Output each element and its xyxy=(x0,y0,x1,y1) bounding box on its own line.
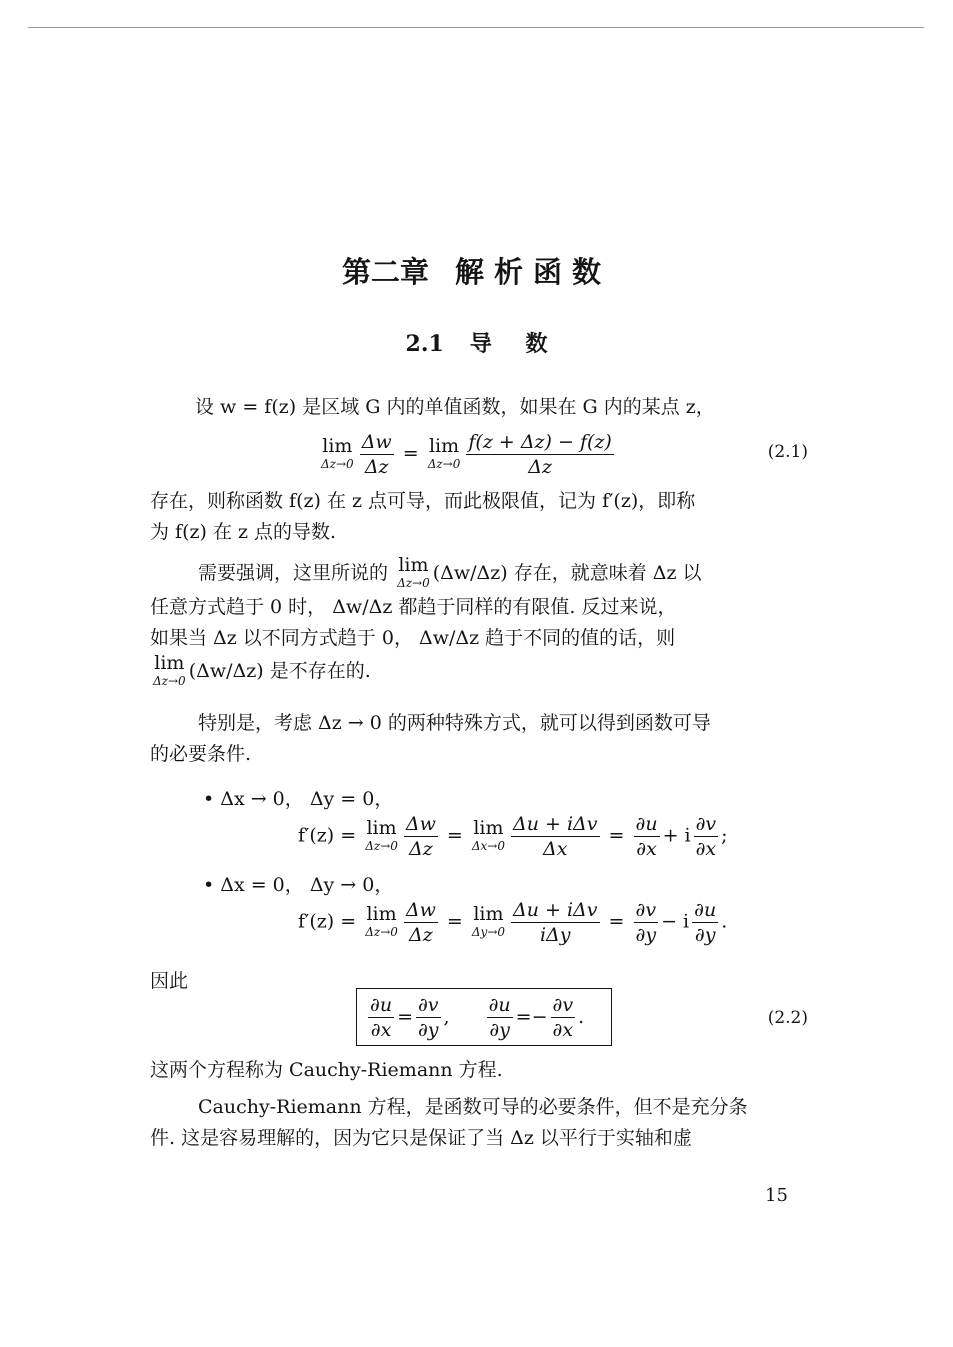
cauchy-riemann-box: $\frac{\partial u}{\partial x}$ = $\frac{\partial v}{\partial y}$ , $\frac{\partial u}{\partial y}$ = − $\frac{\partial v}{\partial x}$ . xyxy=(356,988,612,1046)
hence-text: 因此 xyxy=(150,970,189,992)
case-1-condition: • Δx → 0， Δy = 0， xyxy=(203,788,394,810)
paragraph-4: 特别是，考虑 Δz → 0 的两种特殊方式，就可以得到函数可导 的必要条件. xyxy=(150,712,711,765)
paragraph-3: 需要强调，这里所说的 lim Δz→0 (Δw/Δz) 存在，就意味着 Δz 以 任意方式趋于 0 时， Δw/Δz 都趋于同样的有限值. 反过来说， 如果当 Δz 以不同方式趋于 0， Δw/Δz 趋于不同的值的话，则 lim Δz→0 (Δw/Δz) 是不存在的. xyxy=(150,554,702,688)
equation-case-1: f′(z) = lim Δz→0 $\frac{\Delta w}{\Delta z}$ = lim Δx→0 $\frac{\text{Δu + iΔv}}{\Delta x}$ = $\frac{\partial u}{\partial x}$ + i $\frac{\partial v}{\partial x}$ ; xyxy=(298,813,728,860)
paragraph-1: 设 w = f(z) 是区域 G 内的单值函数，如果在 G 内的某点 z， xyxy=(195,396,715,418)
paragraph-2: 存在，则称函数 f(z) 在 z 点可导，而此极限值，记为 f′(z)，即称 为 f(z) 在 z 点的导数. xyxy=(150,490,696,543)
chapter-title: 第二章 解析函数 xyxy=(341,255,612,289)
paragraph-6: Cauchy-Riemann 方程，是函数可导的必要条件，但不是充分条 件. 这是容易理解的，因为它只是保证了当 Δz 以平行于实轴和虚 xyxy=(150,1096,748,1149)
equation-label-2-1: (2.1) xyxy=(767,442,808,462)
case-2-condition: • Δx = 0， Δy → 0， xyxy=(203,874,394,896)
section-number: 2.1 xyxy=(405,331,444,357)
section-title: 导 数 xyxy=(469,332,548,357)
paragraph-5: 这两个方程称为 Cauchy-Riemann 方程. xyxy=(150,1059,503,1081)
header-rule xyxy=(28,27,924,28)
page-number: 15 xyxy=(765,1185,788,1206)
section-heading xyxy=(0,327,953,358)
equation-2-1: lim Δz→0 $\frac{\Delta w}{\Delta z}$ = lim Δz→0 $\frac{f(z + \Delta z) - f(z)}{\Delta z}$ xyxy=(321,431,612,478)
equation-case-2: f′(z) = lim Δz→0 $\frac{\Delta w}{\Delta z}$ = lim Δy→0 $\frac{\text{Δu + iΔv}}{\text{iΔy}}$ = $\frac{\partial v}{\partial y}$ − i $\frac{\partial u}{\partial y}$ . xyxy=(298,899,728,946)
equation-label-2-2: (2.2) xyxy=(767,1008,808,1028)
